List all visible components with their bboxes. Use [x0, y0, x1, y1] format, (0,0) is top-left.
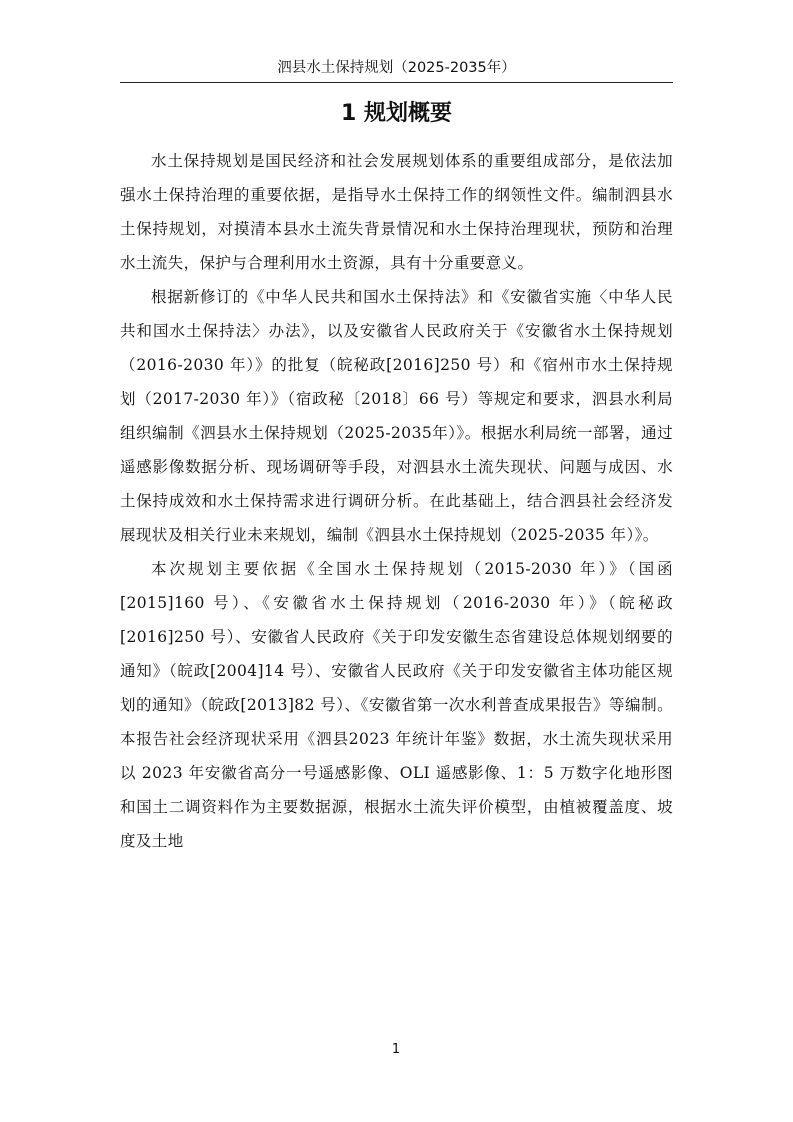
paragraph-2: 根据新修订的《中华人民共和国水土保持法》和《安徽省实施〈中华人民共和国水土保持法〉办法》，以及安徽省人民政府关于《安徽省水土保持规划（2016-2030 年）》的批复（皖秘政[2016]250 号）和《宿州市水土保持规划（2017-2030 年）》（宿政秘〔2018〕66 号）等规定和要求，泗县水利局组织编制《泗县水土保持规划（2025-2035年）》。根据水利局统一部署，通过遥感影像数据分析、现场调研等手段，对泗县水土流失现状、问题与成因、水土保持成效和水土保持需求进行调研分析。在此基础上，结合泗县社会经济发展现状及相关行业未来规划，编制《泗县水土保持规划（2025-2035 年）》。: [120, 288, 673, 544]
paragraph-3: 本次规划主要依据《全国水土保持规划（2015-2030 年）》（国函[2015]160 号）、《安徽省水土保持规划（2016-2030 年）》（皖秘政[2016]250 号）、安徽省人民政府《关于印发安徽生态省建设总体规划纲要的通知》（皖政[2004]14 号）、安徽省人民政府《关于印发安徽省主体功能区规划的通知》（皖政[2013]82 号）、《安徽省第一次水利普查成果报告》等编制。本报告社会经济现状采用《泗县2023 年统计年鉴》数据，水土流失现状采用以 2023 年安徽省高分一号遥感影像、OLI 遥感影像、1：5 万数字化地形图和国土二调资料作为主要数据源，根据水土流失评价模型，由植被覆盖度、坡度及土地: [120, 560, 673, 850]
page-number: 1: [391, 1042, 401, 1057]
body-text: [120, 144, 673, 858]
running-header: 泗县水土保持规划（2025-2035年）: [277, 60, 516, 76]
paragraph-1: 水土保持规划是国民经济和社会发展规划体系的重要组成部分，是依法加强水土保持治理的重要依据，是指导水土保持工作的纲领性文件。编制泗县水土保持规划，对摸清本县水土流失背景情况和水土保持治理现状，预防和治理水土流失，保护与合理利用水土资源，具有十分重要意义。: [120, 152, 673, 272]
header-rule: [120, 82, 673, 83]
section-title: 1 规划概要: [341, 101, 452, 126]
